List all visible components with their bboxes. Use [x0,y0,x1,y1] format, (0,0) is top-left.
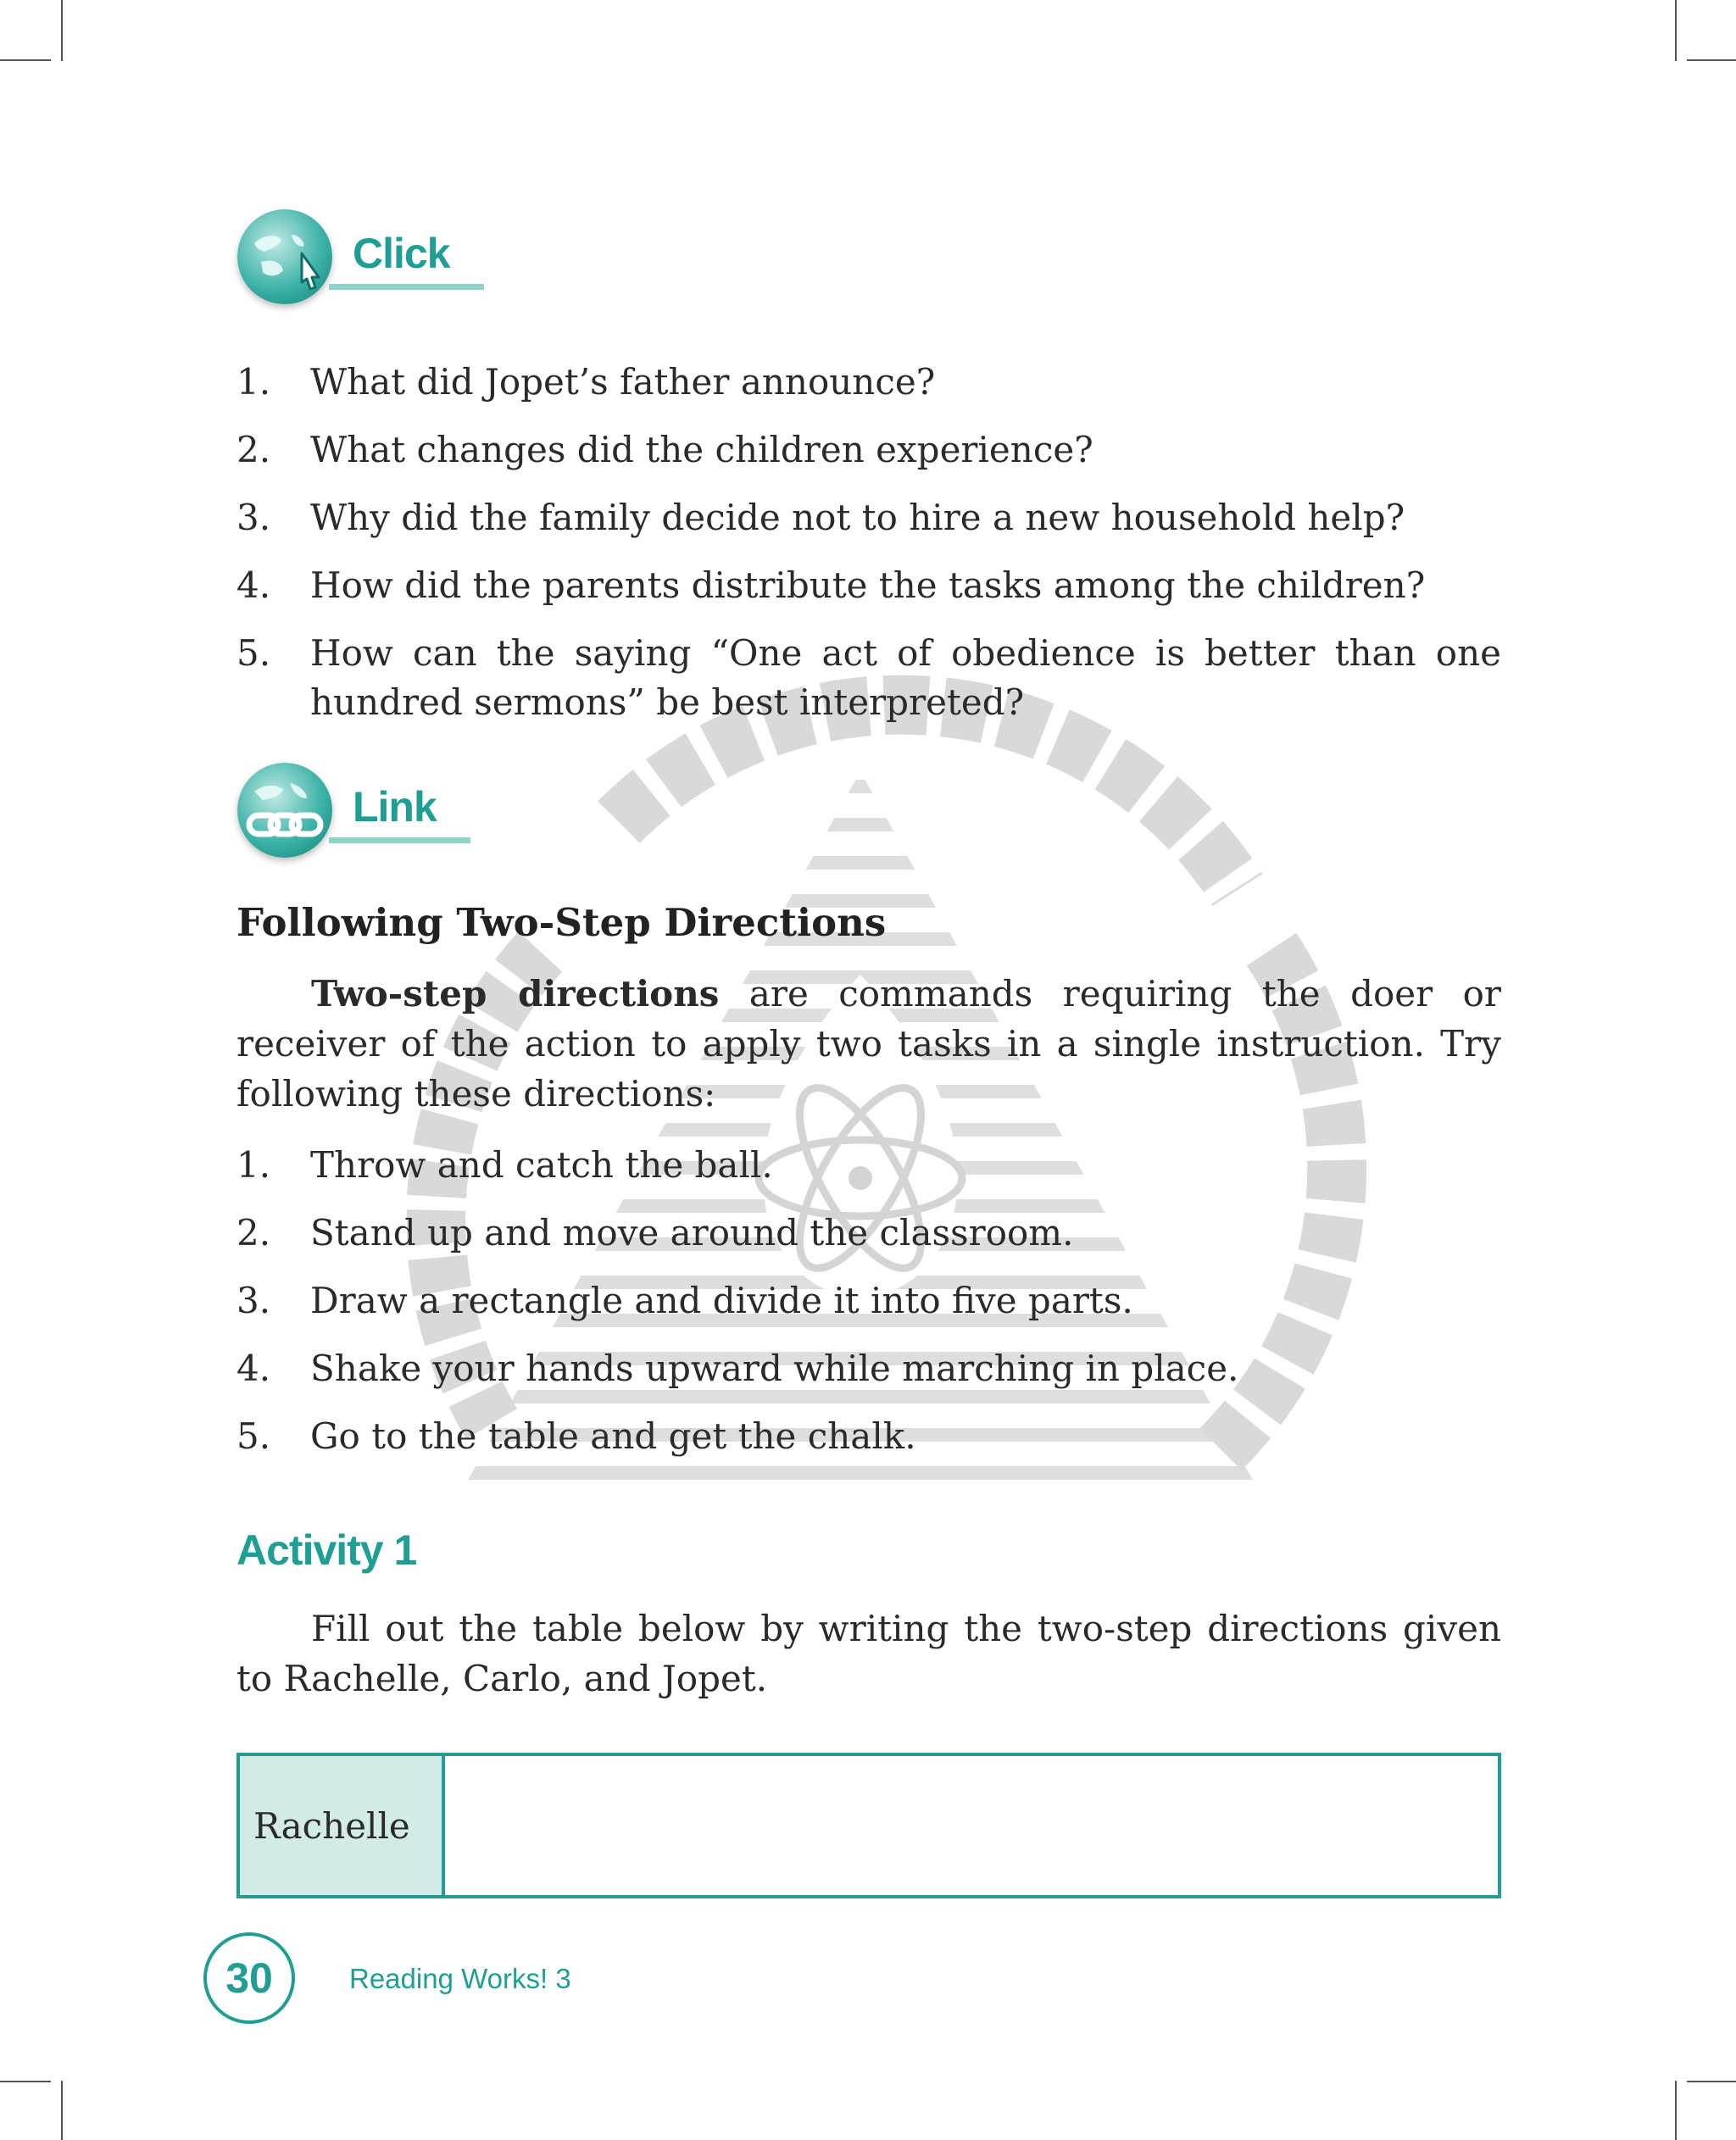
list-item [236,425,1501,475]
question-text: How can the saying “One act of obedience is better than one hundred sermons” be best interpreted? [310,632,1501,723]
crop-mark [61,0,63,61]
list-item [236,358,1501,407]
list-item [236,629,1501,727]
activity-title: Activity 1 [236,1526,417,1574]
crop-mark [0,59,51,61]
book-title: Reading Works! 3 [349,1963,571,1994]
direction-text: Throw and catch the ball. [310,1144,773,1186]
link-section-header [237,763,470,858]
list-number: 4. [236,1348,271,1389]
list-number: 1. [236,361,271,403]
direction-text: Draw a rectangle and divide it into five parts. [310,1280,1133,1321]
direction-text: Go to the table and get the chalk. [310,1415,916,1457]
crop-mark [1687,59,1736,61]
lesson-definition [236,969,1501,1119]
list-item [236,561,1501,610]
table-name-cell: Rachelle [240,1756,445,1895]
link-section-title: Link [329,782,470,838]
list-number: 3. [236,497,271,538]
key-term: Two-step directions [311,973,720,1014]
directions-list [236,1141,1501,1461]
list-number: 5. [236,632,271,674]
question-list [236,358,1501,727]
list-number: 2. [236,1212,271,1253]
definition-text: are commands requiring the doer or receiver of the action to apply two tasks in a single instruction. Try following these directions: [236,973,1501,1114]
question-text: How did the parents distribute the tasks among the children? [310,564,1426,606]
crop-mark [1687,2081,1736,2082]
click-section-header [237,209,484,304]
list-number: 1. [236,1144,271,1186]
crop-mark [0,2081,51,2082]
list-number: 2. [236,429,271,470]
list-item [236,1344,1501,1393]
list-number: 5. [236,1415,271,1457]
list-item [236,1209,1501,1258]
direction-text: Shake your hands upward while marching in place. [310,1348,1239,1389]
crop-mark [1675,0,1677,61]
click-section-title: Click [329,229,484,285]
question-text: What changes did the children experience? [310,429,1093,470]
activity-instruction: Fill out the table below by writing the two-step directions given to Rachelle, Carlo, and Jopet. [236,1608,1501,1699]
globe-chain-icon [237,763,332,858]
crop-mark [61,2081,63,2140]
table-answer-cell[interactable] [445,1756,1498,1895]
list-number: 3. [236,1280,271,1321]
crop-mark [1675,2081,1677,2140]
lesson-heading: Following Two-Step Directions [236,900,887,945]
answer-table [236,1753,1501,1898]
question-text: What did Jopet’s father announce? [310,361,936,403]
page-number: 30 [203,1932,295,2024]
direction-text: Stand up and move around the classroom. [310,1212,1074,1253]
list-item [236,1412,1501,1461]
list-item [236,493,1501,542]
globe-pointer-icon [237,209,332,304]
list-item [236,1141,1501,1190]
list-item [236,1276,1501,1326]
question-text: Why did the family decide not to hire a new household help? [310,497,1405,538]
list-number: 4. [236,564,271,606]
